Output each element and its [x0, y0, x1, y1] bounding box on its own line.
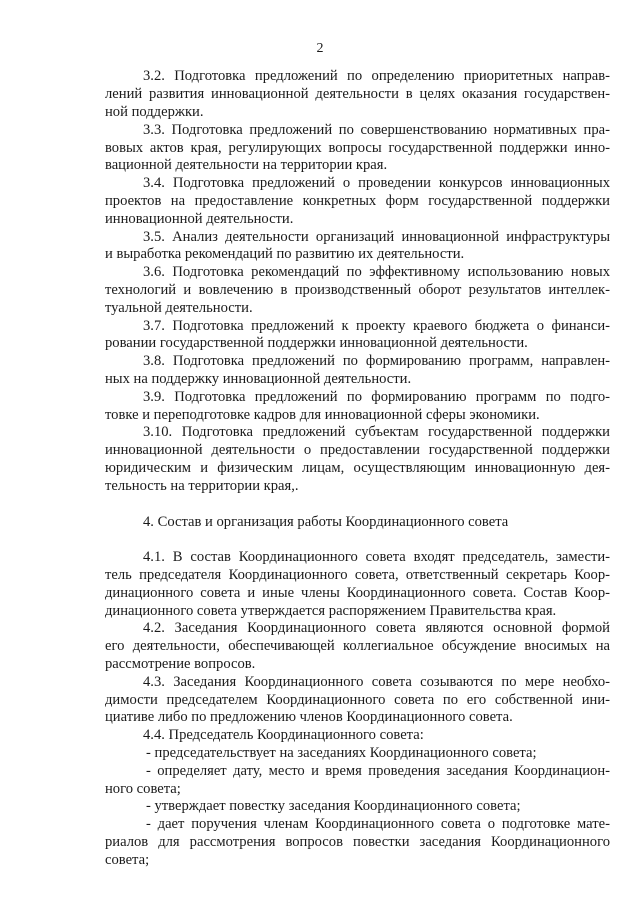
text-line: совета;	[105, 852, 150, 868]
page-number: 2	[316, 41, 324, 56]
text-line: 4.2. Заседания Координационного совета являются основной формой	[143, 620, 610, 636]
text-line: 3.3. Подготовка предложений по совершенствованию нормативных пра-	[143, 122, 610, 138]
section-heading: 4. Состав и организация работы Координационного совета	[143, 514, 509, 530]
text-line: ных на поддержку инновационной деятельности.	[105, 371, 412, 387]
text-line: ной поддержки.	[105, 104, 204, 120]
text-line: димости председателем Координационного совета по его собственной ини-	[105, 692, 610, 708]
text-line: 4.1. В состав Координационного совета входят председатель, замести-	[143, 549, 610, 565]
text-line: проектов на предоставление конкретных форм государственной поддержки	[105, 193, 610, 209]
text-line: вационной деятельности на территории края.	[105, 157, 388, 173]
text-line: 3.5. Анализ деятельности организаций инновационной инфраструктуры	[143, 229, 610, 245]
text-line: ного совета;	[105, 781, 181, 797]
text-line: 3.6. Подготовка рекомендаций по эффективному использованию новых	[143, 264, 610, 280]
list-item: - председательствует на заседаниях Координационного совета;	[146, 745, 537, 761]
text-line: юридическим и физическим лицам, осуществляющим инновационную дея-	[105, 460, 610, 476]
text-line: его деятельности, обеспечивающей коллегиальное обсуждение вносимых на	[105, 638, 610, 654]
list-item: - определяет дату, место и время проведения заседания Координацион-	[146, 763, 610, 779]
text-line: 3.4. Подготовка предложений о проведении конкурсов инновационных	[143, 175, 610, 191]
text-line: туальной деятельности.	[105, 300, 253, 316]
list-item: - утверждает повестку заседания Координационного совета;	[146, 798, 521, 814]
text-line: 4.3. Заседания Координационного совета созываются по мере необхо-	[143, 674, 610, 690]
text-line: товке и переподготовке кадров для инновационной сферы экономики.	[105, 407, 540, 423]
text-line: динационного совета и иные члены Координационного совета. Состав Коор-	[105, 585, 610, 601]
text-line: инновационной деятельности.	[105, 211, 294, 227]
text-line: циативе либо по предложению членов Координационного совета.	[105, 709, 513, 725]
text-line: 3.7. Подготовка предложений к проекту краевого бюджета о финанси-	[143, 318, 610, 334]
text-line: 3.8. Подготовка предложений по формированию программ, направлен-	[143, 353, 610, 369]
list-item: - дает поручения членам Координационного совета о подготовке мате-	[146, 816, 610, 832]
text-line: риалов для рассмотрения вопросов повестки заседания Координационного	[105, 834, 610, 850]
text-line: 3.2. Подготовка предложений по определению приоритетных направ-	[143, 68, 610, 84]
text-line: и выработка рекомендаций по развитию их деятельности.	[105, 246, 465, 262]
text-line: ровании государственной поддержки инновационной деятельности.	[105, 335, 528, 351]
text-line: инновационной деятельности о предоставлении государственной поддержки	[105, 442, 610, 458]
text-line: 4.4. Председатель Координационного совета:	[143, 727, 424, 743]
text-line: рассмотрение вопросов.	[105, 656, 256, 672]
text-line: тель председателя Координационного совета, ответственный секретарь Коор-	[105, 567, 610, 583]
text-line: лений развития инновационной деятельности в целях оказания государствен-	[105, 86, 610, 102]
text-line: вовых актов края, регулирующих вопросы государственной поддержки инно-	[105, 140, 610, 156]
text-line: 3.10. Подготовка предложений субъектам государственной поддержки	[143, 424, 610, 440]
text-line: тельность на территории края,.	[105, 478, 299, 494]
text-line: 3.9. Подготовка предложений по формированию программ по подго-	[143, 389, 610, 405]
text-line: динационного совета утверждается распоряжением Правительства края.	[105, 603, 557, 619]
text-line: технологий и вовлечению в производственный оборот результатов интеллек-	[105, 282, 610, 298]
